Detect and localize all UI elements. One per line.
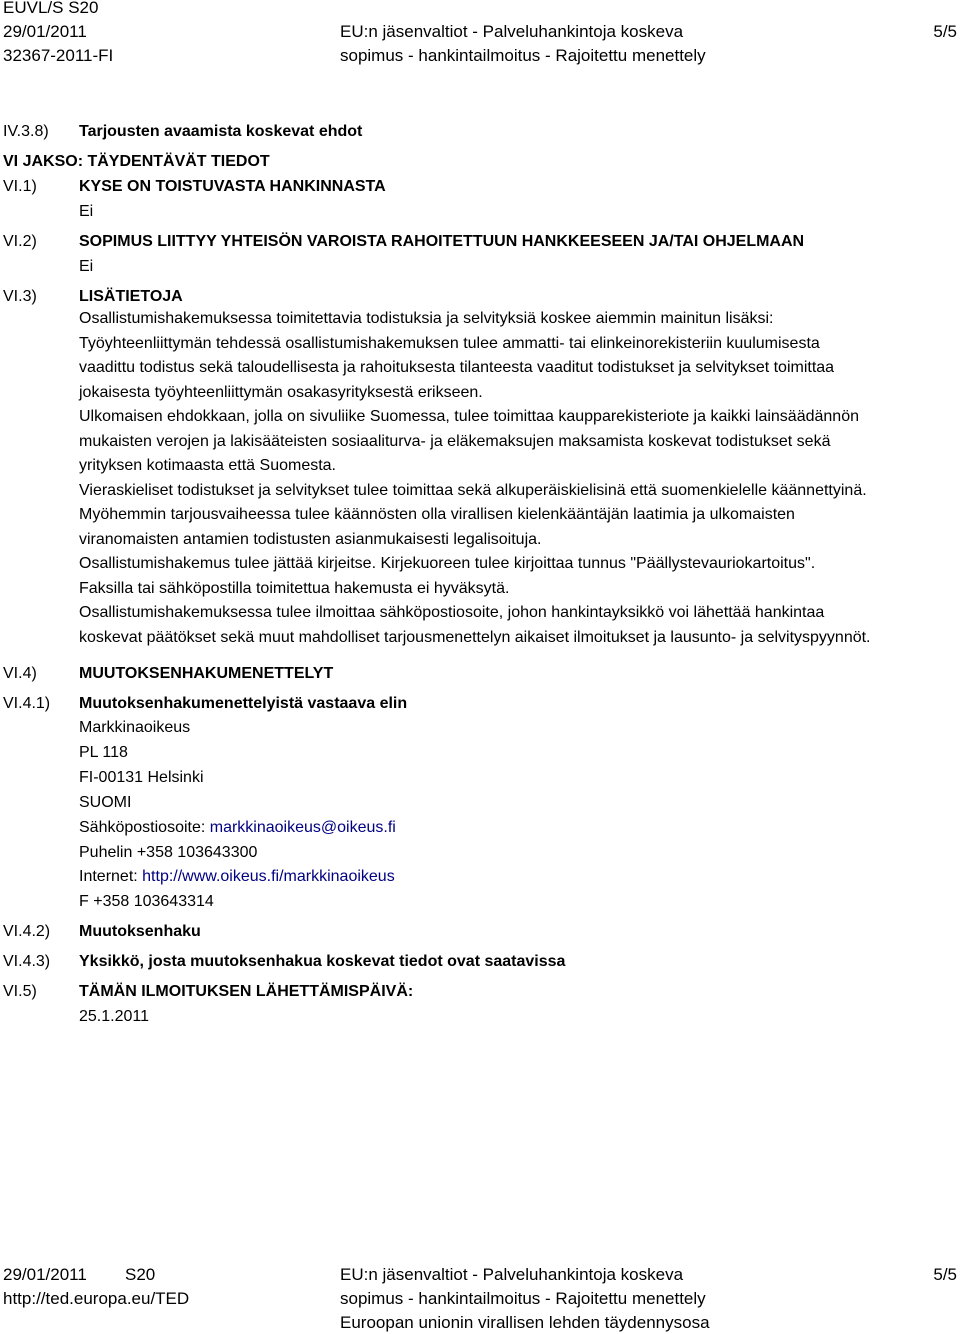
header-title-line1: EU:n jäsenvaltiot - Palveluhankintoja koskeva bbox=[340, 22, 684, 41]
section-title-vi41: Muutoksenhakumenettelyistä vastaava elin bbox=[79, 695, 408, 712]
section-value-vi2: Ei bbox=[79, 258, 94, 275]
section-title-iv38: Tarjousten avaamista koskevat ehdot bbox=[79, 123, 363, 140]
footer-title-line2: sopimus - hankintailmoitus - Rajoitettu menettely bbox=[340, 1289, 706, 1308]
section-title-vi42: Muutoksenhaku bbox=[79, 923, 201, 940]
email-link[interactable]: markkinaoikeus@oikeus.fi bbox=[209, 819, 396, 836]
info-line: Osallistumishakemuksessa toimitettavia todistuksia ja selvityksiä koskee aiemmin mainitun lisäksi: bbox=[79, 310, 774, 327]
section-number-vi2: VI.2) bbox=[3, 233, 37, 250]
section-title-vi1: KYSE ON TOISTUVASTA HANKINNASTA bbox=[79, 178, 386, 195]
info-line: Faksilla tai sähköpostilla toimitettua hakemusta ei hyväksytä. bbox=[79, 579, 510, 597]
info-line: yrityksen kotimaasta että Suomesta. bbox=[79, 457, 336, 474]
info-line: jokaisesta työyhteenliittymän osakasyrityksestä erikseen. bbox=[79, 383, 483, 401]
footer-url[interactable]: http://ted.europa.eu/TED bbox=[3, 1289, 190, 1308]
header-title-line2: sopimus - hankintailmoitus - Rajoitettu menettely bbox=[340, 46, 706, 65]
section-title-vi43: Yksikkö, josta muutoksenhakua koskevat tiedot ovat saatavissa bbox=[79, 953, 566, 970]
info-line: Vieraskieliset todistukset ja selvitykset tulee toimittaa sekä alkuperäiskielisinä että suomenkielelle käännettyinä. bbox=[79, 481, 867, 499]
section-number-iv38: IV.3.8) bbox=[3, 123, 49, 140]
info-line: Osallistumishakemuksessa tulee ilmoittaa sähköpostiosoite, johon hankintayksikkö voi lähettää hankintaa bbox=[79, 604, 825, 621]
review-body-internet-row bbox=[79, 867, 395, 887]
section-number-vi1: VI.1) bbox=[3, 178, 37, 195]
section-title-vi4: MUUTOKSENHAKUMENETTELYT bbox=[79, 665, 334, 682]
section-number-vi41: VI.4.1) bbox=[3, 695, 51, 712]
section-value-vi1: Ei bbox=[79, 203, 94, 220]
footer-series-code: S20 bbox=[125, 1265, 156, 1284]
info-line: Ulkomaisen ehdokkaan, jolla on sivuliike Suomessa, tulee toimittaa kaupparekisteriote ja kaikki lainsäädännön bbox=[79, 408, 859, 425]
info-line: Myöhemmin tarjousvaiheessa tulee käännösten olla virallisen kielenkääntäjän laatimia ja ulkomaisten bbox=[79, 506, 795, 523]
section-title-vi5: TÄMÄN ILMOITUKSEN LÄHETTÄMISPÄIVÄ: bbox=[79, 983, 414, 1000]
section-number-vi42: VI.4.2) bbox=[3, 923, 51, 940]
review-body-phone: Puhelin +358 103643300 bbox=[79, 844, 258, 861]
review-body-email-row bbox=[79, 818, 396, 838]
section-title-vi3: LISÄTIETOJA bbox=[79, 288, 183, 305]
info-line: mukaisten verojen ja lakisääteisten sosiaaliturva- ja eläkemaksujen maksamista koskevat todistukset sekä bbox=[79, 432, 831, 450]
footer-title-line1: EU:n jäsenvaltiot - Palveluhankintoja koskeva bbox=[340, 1265, 684, 1284]
info-line: viranomaisten antamien todistusten asianmukaisesti legalisoituja. bbox=[79, 530, 542, 548]
review-body-name: Markkinaoikeus bbox=[79, 719, 191, 736]
section-number-vi4: VI.4) bbox=[3, 665, 37, 682]
footer-page-number: 5/5 bbox=[933, 1265, 957, 1284]
internet-label: Internet: bbox=[79, 868, 143, 885]
section-number-vi3: VI.3) bbox=[3, 288, 37, 305]
dispatch-date: 25.1.2011 bbox=[79, 1008, 149, 1025]
info-line: Työyhteenliittymän tehdessä osallistumishakemuksen tulee ammatti- tai elinkeinorekisteriin kuulumisesta bbox=[79, 334, 820, 352]
review-body-pobox: PL 118 bbox=[79, 744, 128, 761]
review-body-fax: F +358 103643314 bbox=[79, 893, 214, 910]
footer-date: 29/01/2011 bbox=[3, 1265, 87, 1284]
section-number-vi43: VI.4.3) bbox=[3, 953, 51, 970]
header-date: 29/01/2011 bbox=[3, 22, 87, 41]
info-line: vaadittu todistus sekä taloudellisesta ja rahoituksesta tilanteesta vaaditut todistukset ja selvitykset toimittaa bbox=[79, 359, 835, 376]
section-title-vi2: SOPIMUS LIITTYY YHTEISÖN VAROISTA RAHOITETTUUN HANKKEESEEN JA/TAI OHJELMAAN bbox=[79, 233, 805, 250]
additional-info-text bbox=[79, 307, 959, 650]
header-journal-ref: EUVL/S S20 bbox=[3, 0, 99, 17]
info-line: Osallistumishakemus tulee jättää kirjeitse. Kirjekuoreen tulee kirjoittaa tunnus "Päällystevauriokartoitus". bbox=[79, 555, 816, 572]
section-number-vi5: VI.5) bbox=[3, 983, 37, 1000]
review-body-country: SUOMI bbox=[79, 794, 132, 811]
footer-title-line3: Euroopan unionin virallisen lehden täydennysosa bbox=[340, 1313, 710, 1332]
info-line: koskevat päätökset sekä muut mahdolliset tarjousmenettelyn aikaiset ilmoitukset ja lausunto- ja selvityspyynnöt. bbox=[79, 628, 871, 646]
internet-link[interactable]: http://www.oikeus.fi/markkinaoikeus bbox=[142, 868, 395, 885]
email-label: Sähköpostiosoite: bbox=[79, 819, 210, 836]
part-heading-vi: VI JAKSO: TÄYDENTÄVÄT TIEDOT bbox=[3, 153, 270, 170]
review-body-postal: FI-00131 Helsinki bbox=[79, 769, 204, 786]
header-page-number: 5/5 bbox=[933, 22, 957, 41]
header-notice-number: 32367-2011-FI bbox=[3, 46, 114, 65]
